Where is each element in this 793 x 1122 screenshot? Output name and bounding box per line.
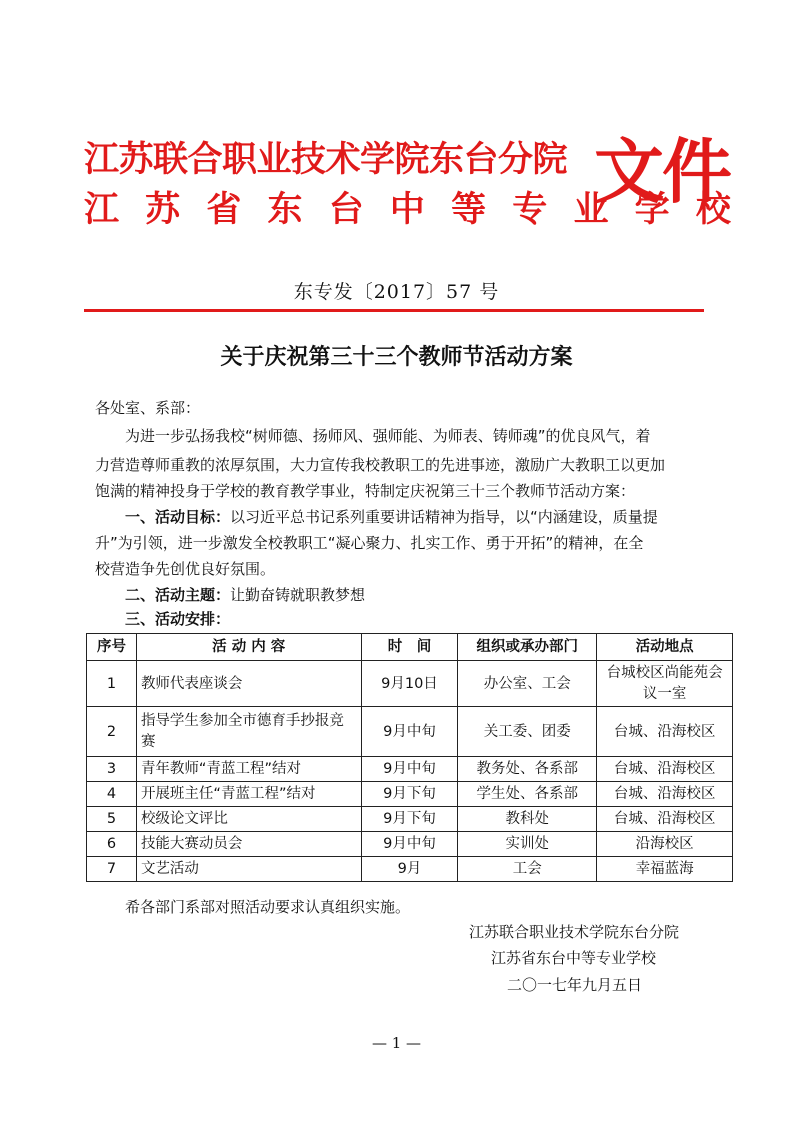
section-1-text: 以习近平总书记系列重要讲话精神为指导，以“内涵建设，质量提: [230, 508, 658, 526]
cell-place: 台城、沿海校区: [597, 807, 733, 832]
header-org-line-1: 江苏联合职业技术学院东台分院: [84, 139, 568, 180]
header-doc-type: 文件: [594, 130, 730, 213]
section-2-text: 让勤奋铸就职教梦想: [230, 586, 366, 604]
section-1-line-2: 升”为引领，进一步激发全校教职工“凝心聚力、扎实工作、勇于开拓”的精神，在全: [95, 534, 644, 552]
cell-place: 沿海校区: [597, 832, 733, 857]
cell-dept: 办公室、工会: [458, 661, 597, 707]
cell-dept: 教科处: [458, 807, 597, 832]
header-content: 活 动 内 容: [136, 634, 361, 661]
document-title: 关于庆祝第三十三个教师节活动方案: [220, 344, 573, 370]
intro-line-2: 力营造尊师重教的浓厚氛围，大力宣传我校教职工的先进事迹，激励广大教职工以更加: [95, 456, 666, 474]
cell-dept: 学生处、各系部: [458, 782, 597, 807]
cell-no: 1: [87, 661, 137, 707]
salutation: 各处室、系部：: [95, 399, 201, 417]
section-1-heading: 一、活动目标：: [125, 508, 231, 526]
cell-time: 9月中旬: [361, 832, 458, 857]
table-header-row: [87, 634, 733, 661]
cell-content: 技能大赛动员会: [136, 832, 361, 857]
cell-no: 5: [87, 807, 137, 832]
cell-content: 文艺活动: [136, 857, 361, 882]
cell-time: 9月下旬: [361, 782, 458, 807]
header-dept: 组织或承办部门: [458, 634, 597, 661]
cell-time: 9月下旬: [361, 807, 458, 832]
section-3-heading: 三、活动安排：: [125, 610, 231, 628]
cell-no: 7: [87, 857, 137, 882]
signature-date: 二〇一七年九月五日: [507, 976, 643, 994]
cell-dept: 工会: [458, 857, 597, 882]
cell-time: 9月中旬: [361, 757, 458, 782]
cell-dept: 关工委、团委: [458, 707, 597, 757]
cell-no: 3: [87, 757, 137, 782]
table-row: [87, 661, 733, 707]
signature-org-1: 江苏联合职业技术学院东台分院: [469, 923, 680, 941]
document-number: 东专发〔2017〕57 号: [293, 281, 500, 303]
table-row: [87, 807, 733, 832]
table-row: [87, 757, 733, 782]
intro-line-3: 饱满的精神投身于学校的教育教学事业，特制定庆祝第三十三个教师节活动方案：: [95, 482, 636, 500]
cell-content: 教师代表座谈会: [136, 661, 361, 707]
cell-time: 9月10日: [361, 661, 458, 707]
intro-line-1: 为进一步弘扬我校“树师德、扬师风、强师能、为师表、铸师魂”的优良风气，着: [125, 427, 651, 445]
cell-no: 6: [87, 832, 137, 857]
cell-place: 台城、沿海校区: [597, 707, 733, 757]
closing-remark: 希各部门系部对照活动要求认真组织实施。: [125, 898, 411, 916]
header-no: 序号: [87, 634, 137, 661]
header-org-line-2: 江 苏 省 东 台 中 等 专 业 学 校: [84, 189, 738, 230]
cell-time: 9月: [361, 857, 458, 882]
header-place: 活动地点: [597, 634, 733, 661]
cell-dept: 教务处、各系部: [458, 757, 597, 782]
cell-dept: 实训处: [458, 832, 597, 857]
section-1-line-1: [125, 505, 765, 529]
section-1-line-3: 校营造争先创优良好氛围。: [95, 560, 276, 578]
cell-place: 幸福蓝海: [597, 857, 733, 882]
table-row: [87, 782, 733, 807]
cell-content: 开展班主任“青蓝工程”结对: [136, 782, 361, 807]
activity-schedule-table: [86, 633, 733, 882]
cell-content: 青年教师“青蓝工程”结对: [136, 757, 361, 782]
cell-no: 4: [87, 782, 137, 807]
section-2-heading: 二、活动主题：: [125, 586, 231, 604]
table-row: [87, 707, 733, 757]
section-2-line: [125, 583, 765, 607]
cell-time: 9月中旬: [361, 707, 458, 757]
signature-org-2: 江苏省东台中等专业学校: [491, 949, 657, 967]
cell-place: 台城、沿海校区: [597, 782, 733, 807]
cell-content: 校级论文评比: [136, 807, 361, 832]
table-row: [87, 857, 733, 882]
table-row: [87, 832, 733, 857]
cell-content: 指导学生参加全市德育手抄报竞赛: [136, 707, 361, 757]
cell-place: 台城校区尚能苑会议一室: [597, 661, 733, 707]
red-divider-rule: [84, 309, 704, 312]
header-time: 时 间: [361, 634, 458, 661]
page-number: — 1 —: [371, 1034, 422, 1052]
cell-no: 2: [87, 707, 137, 757]
cell-place: 台城、沿海校区: [597, 757, 733, 782]
